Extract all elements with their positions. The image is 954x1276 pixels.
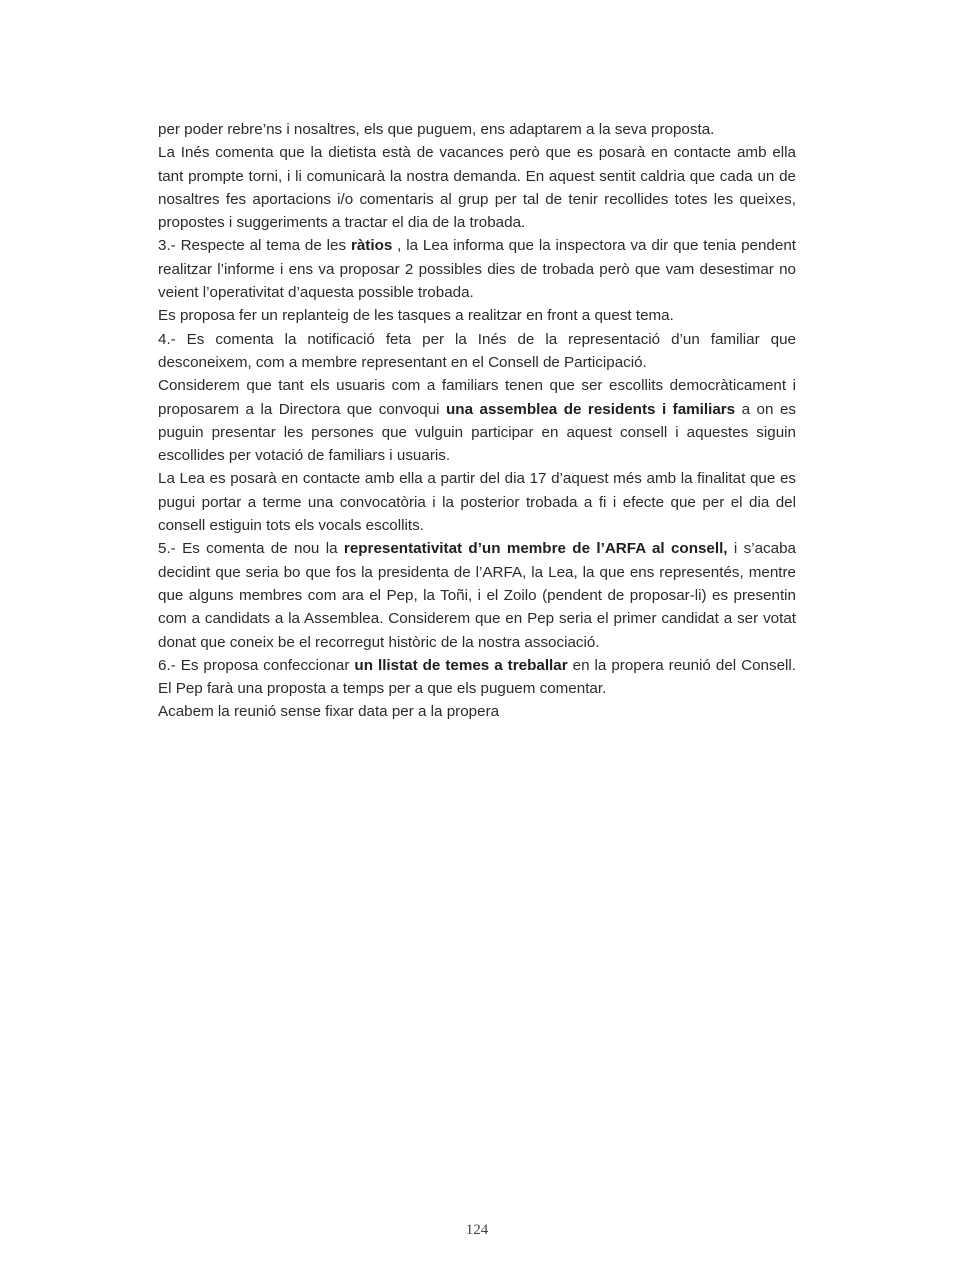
text-run: Considerem que tant els usuaris com a familiars tenen que ser escollits democràticament i proposarem a la Directora que convoqui bbox=[158, 377, 796, 418]
text-run: La Inés comenta que la dietista està de vacances però que es posarà en contacte amb ella tant prompte torni, i li comunicarà la nostra demanda. En aquest sentit caldria que cada un de nosaltres fes aportacions i/o comentaris al grup per tal de tenir recollides totes les queixes, propostes i suggeriments a tractar el dia de la trobada. bbox=[158, 144, 796, 232]
body-text bbox=[158, 118, 796, 724]
paragraph bbox=[158, 374, 796, 467]
text-run: per poder rebre’ns i nosaltres, els que puguem, ens adaptarem a la seva proposta. bbox=[158, 121, 715, 138]
paragraph bbox=[158, 537, 796, 653]
text-run: La Lea es posarà en contacte amb ella a partir del dia 17 d’aquest més amb la finalitat que es pugui portar a terme una convocatòria i la posterior trobada a fi i efecte que per el dia del consell estiguin tots els vocals escollits. bbox=[158, 470, 796, 535]
text-run: en la propera reunió del Consell. El Pep farà una proposta a temps per a que els puguem comentar. bbox=[158, 656, 797, 698]
paragraph bbox=[158, 654, 796, 701]
bold-text: una assemblea de residents i familiars bbox=[446, 400, 736, 418]
paragraph bbox=[158, 304, 796, 327]
bold-text: ràtios bbox=[350, 237, 393, 255]
text-run: 4.- Es comenta la notificació feta per la Inés de la representació d’un familiar que desconeixem, com a membre representant en el Consell de Participació. bbox=[158, 330, 796, 371]
text-run: a on es puguin presentar les persones que vulguin participar en aquest consell i aquestes siguin escollides per votació de familiars i usuaris. bbox=[158, 400, 796, 465]
paragraph bbox=[158, 234, 796, 304]
text-run: 6.- Es proposa confeccionar bbox=[158, 656, 355, 674]
text-run: Acabem la reunió sense fixar data per a la propera bbox=[158, 703, 500, 721]
text-run: i s’acaba decidint que seria bo que fos la presidenta de l’ARFA, la Lea, la que ens representés, mentre que alguns membres com ara el Pep, la Toñi, i el Zoilo (pendent de proposar-li) es presentin com a candidats a la Assemblea. Considerem que en Pep seria el primer candidat a ser votat donat que coneix be el recorregut històric de la nostra associació. bbox=[158, 540, 796, 651]
paragraph bbox=[158, 700, 796, 723]
text-run: 3.- Respecte al tema de les bbox=[158, 237, 351, 255]
paragraph bbox=[158, 141, 796, 234]
paragraph bbox=[158, 118, 796, 141]
bold-text: un llistat de temes a treballar bbox=[354, 656, 568, 674]
text-run: Es proposa fer un replanteig de les tasques a realitzar en front a quest tema. bbox=[158, 307, 674, 325]
paragraph bbox=[158, 467, 796, 537]
text-run: , la Lea informa que la inspectora va dir que tenia pendent realitzar l’informe i ens va proposar 2 possibles dies de trobada però que vam desestimar no veient l’operativitat d’aquesta possible trobada. bbox=[158, 237, 796, 302]
page-number: 124 bbox=[465, 1222, 489, 1238]
text-run: 5.- Es comenta de nou la bbox=[158, 540, 344, 558]
bold-text: representativitat d’un membre de l’ARFA al consell, bbox=[343, 540, 728, 558]
paragraph bbox=[158, 328, 796, 375]
